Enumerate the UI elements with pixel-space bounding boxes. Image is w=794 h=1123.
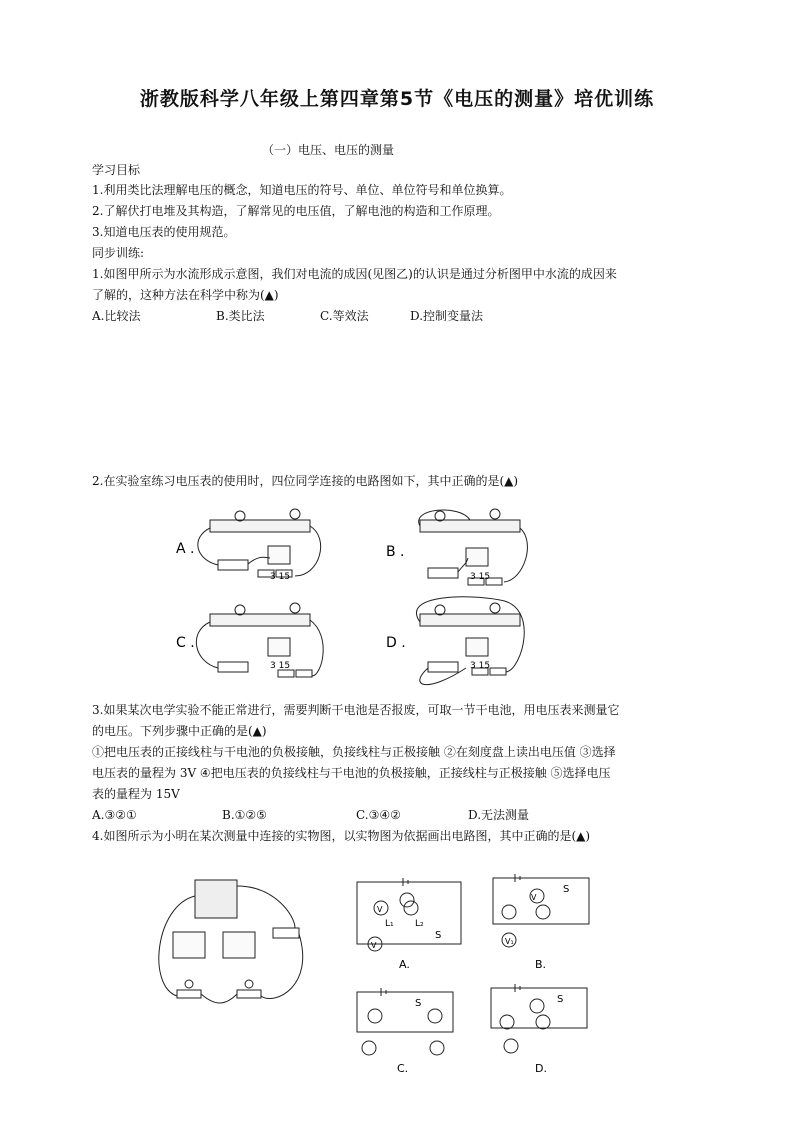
q2-label-a: A . bbox=[176, 541, 195, 557]
q3-option-c: C.③④② bbox=[356, 808, 401, 822]
q1-text: 1.如图甲所示为水流形成示意图，我们对电流的成因(见图乙)的认识是通过分析图甲中水流的成因来 bbox=[92, 267, 617, 281]
q2-circuit-a bbox=[198, 509, 321, 577]
q3-text: 3.如果某次电学实验不能正常进行，需要判断干电池是否报废，可取一节干电池，用电压表来测量它 bbox=[92, 703, 620, 717]
q4-label-c: C. bbox=[397, 1062, 409, 1075]
q3-option-a: A.③②① bbox=[92, 808, 137, 822]
switch-label: S bbox=[557, 994, 564, 1005]
goal-item: 1.利用类比法理解电压的概念，知道电压的符号、单位、单位符号和单位换算。 bbox=[92, 183, 512, 197]
q1-option-a: A.比较法 bbox=[92, 309, 141, 323]
lamp-label: L₂ bbox=[415, 919, 424, 929]
page-title: 浙教版科学八年级上第四章第5节《电压的测量》培优训练 bbox=[139, 88, 655, 110]
q2-label-d: D . bbox=[386, 635, 406, 651]
q2-label-c: B . bbox=[386, 544, 405, 560]
voltmeter-label: V bbox=[371, 941, 377, 950]
q1-text: 了解的，这种方法在科学中称为(▲) bbox=[92, 288, 279, 302]
q4-circuit-figure bbox=[145, 866, 615, 1078]
q4-apparatus bbox=[159, 880, 303, 1003]
q1-option-b: B.类比法 bbox=[216, 309, 265, 323]
q4-circuit-c bbox=[357, 988, 453, 1055]
q4-circuit-d bbox=[491, 984, 587, 1053]
q4-text: 4.如图所示为小明在某次测量中连接的实物图，以实物图为依据画出电路图，其中正确的是(▲) bbox=[92, 829, 591, 843]
q2-text: 2.在实验室练习电压表的使用时，四位同学连接的电路图如下，其中正确的是(▲) bbox=[92, 474, 519, 488]
meter-scale: 3 15 bbox=[270, 572, 291, 582]
q4-label-a: A. bbox=[399, 958, 410, 971]
q1-option-c: C.等效法 bbox=[320, 309, 369, 323]
q3-text: ①把电压表的正接线柱与干电池的负极接触，负接线柱与正极接触 ②在刻度盘上读出电压值 ③选择 bbox=[92, 745, 616, 759]
q1-option-d: D.控制变量法 bbox=[410, 309, 484, 323]
practice-heading: 同步训练: bbox=[92, 246, 145, 260]
voltmeter-label: V₁ bbox=[505, 937, 514, 946]
switch-label: S bbox=[563, 884, 570, 895]
q3-option-b: B.①②⑤ bbox=[222, 808, 267, 822]
switch-label: S bbox=[435, 930, 442, 941]
meter-scale: 3 15 bbox=[470, 661, 491, 671]
lamp-label: L₁ bbox=[385, 919, 394, 929]
goal-item: 3.知道电压表的使用规范。 bbox=[92, 225, 236, 239]
goals-heading: 学习目标 bbox=[92, 163, 141, 177]
q4-label-b: B. bbox=[535, 958, 547, 971]
section-heading: （一）电压、电压的测量 bbox=[262, 143, 395, 157]
q3-text: 的电压。下列步骤中正确的是(▲) bbox=[92, 724, 267, 738]
q2-circuit-figure bbox=[170, 498, 540, 690]
q3-text: 电压表的量程为 3V ④把电压表的负接线柱与干电池的负极接触，正接线柱与正极接触 ⑤选择电压 bbox=[92, 766, 611, 780]
goal-item: 2.了解伏打电堆及其构造，了解常见的电压值，了解电池的构造和工作原理。 bbox=[92, 204, 500, 218]
q3-text: 表的量程为 15V bbox=[92, 787, 180, 801]
q2-label-b: C . bbox=[176, 635, 195, 651]
voltmeter-label: V bbox=[377, 905, 383, 914]
voltmeter-label: V bbox=[531, 893, 537, 902]
q4-label-d: D. bbox=[535, 1062, 547, 1075]
switch-label: S bbox=[415, 998, 422, 1009]
meter-scale: 3 15 bbox=[270, 661, 291, 671]
q3-option-d: D.无法测量 bbox=[468, 808, 530, 822]
meter-scale: 3 15 bbox=[470, 572, 491, 582]
q2-circuit-b bbox=[196, 603, 323, 677]
q2-circuit-d bbox=[416, 597, 524, 685]
